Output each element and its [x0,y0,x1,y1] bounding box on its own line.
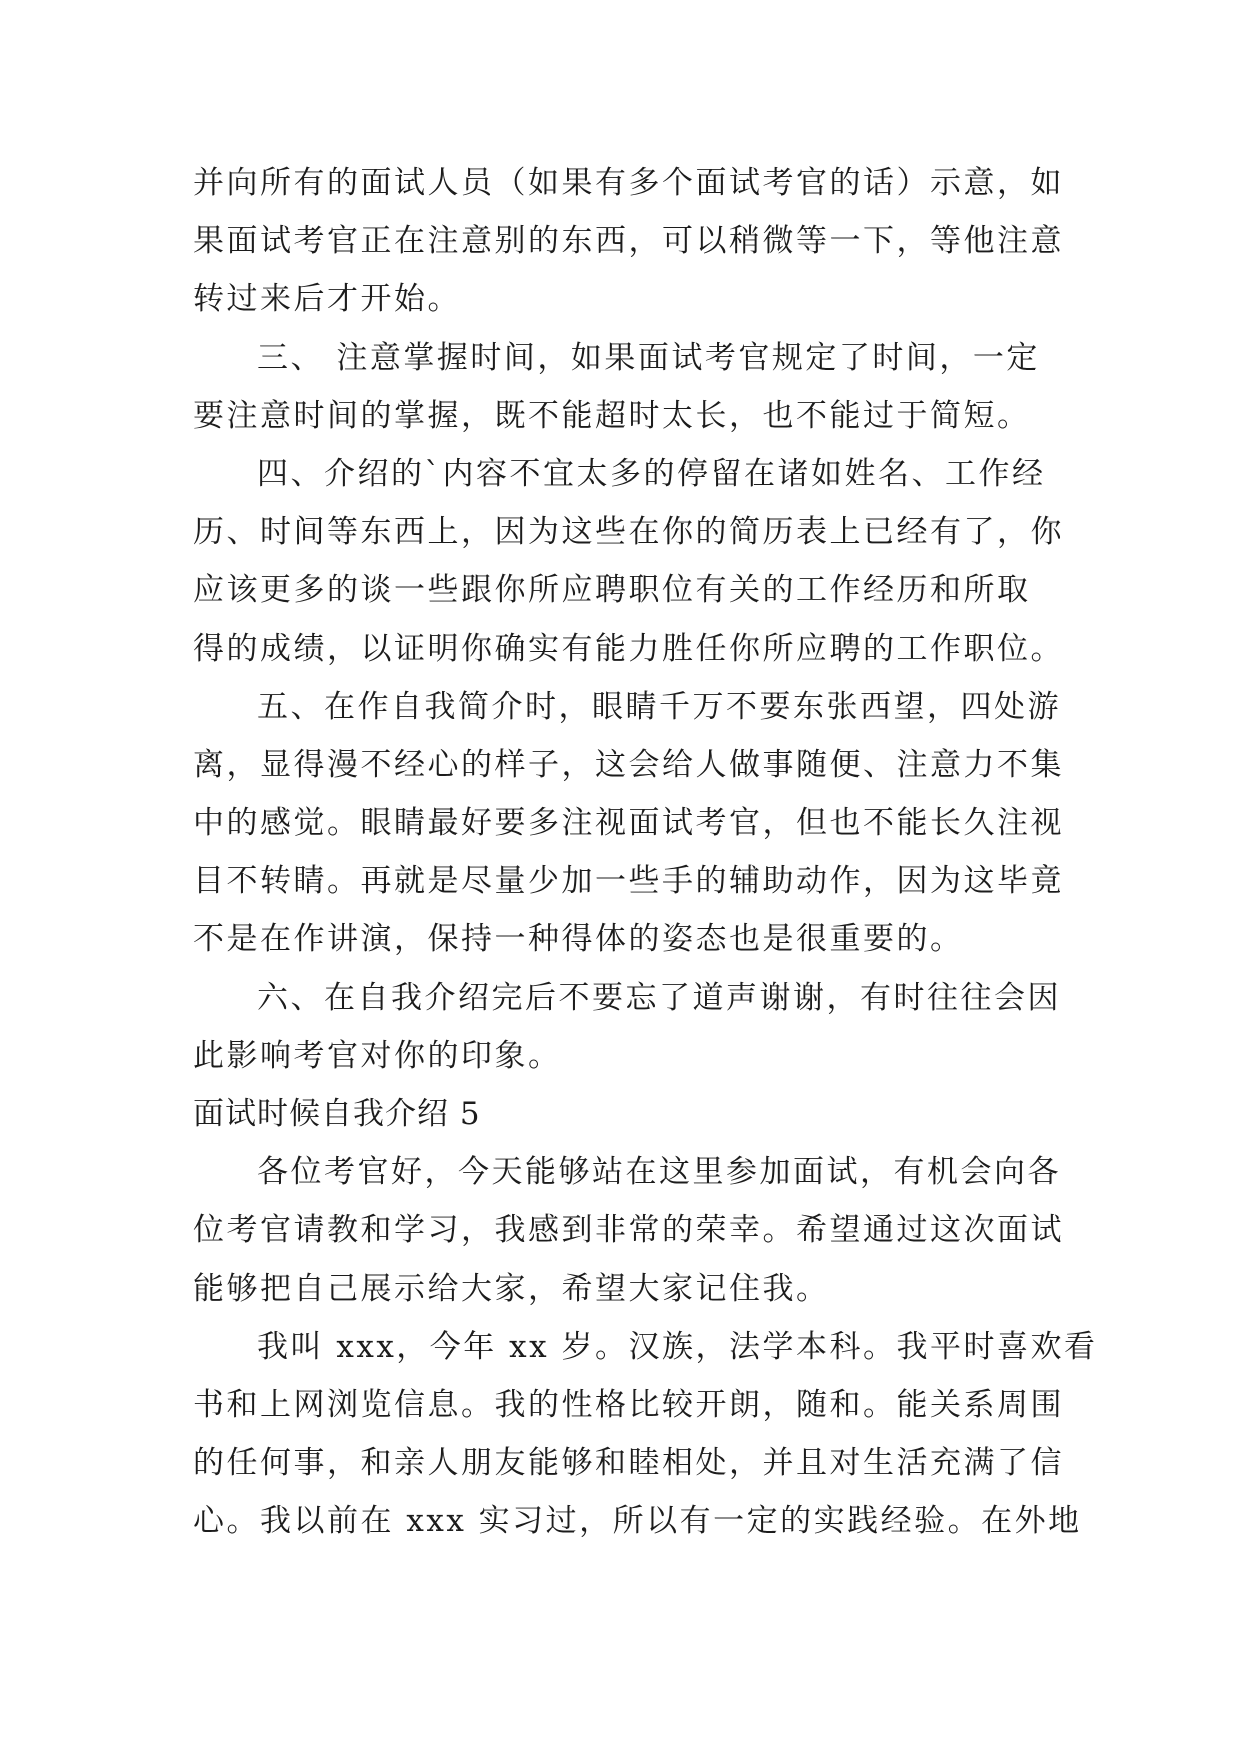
text-line: 转过来后才开始。 [193,281,461,318]
text-line: 能够把自己展示给大家，希望大家记住我。 [193,1270,830,1307]
text-line: 书和上网浏览信息。我的性格比较开朗，随和。能关系周围 [193,1386,1064,1423]
text-line: 不是在作讲演，保持一种得体的姿态也是很重要的。 [193,921,964,958]
text-line: 位考官请教和学习，我感到非常的荣幸。希望通过这次面试 [193,1212,1064,1249]
text-line: 果面试考官正在注意别的东西，可以稍微等一下，等他注意 [193,223,1064,260]
section-heading: 面试时候自我介绍 5 [193,1096,481,1132]
text-line: 中的感觉。眼睛最好要多注视面试考官，但也不能长久注视 [193,805,1064,842]
text-line: 得的成绩，以证明你确实有能力胜任你所应聘的工作职位。 [193,630,1064,667]
text-line: 历、时间等东西上，因为这些在你的简历表上已经有了，你 [193,514,1064,551]
text-line: 此影响考官对你的印象。 [193,1037,562,1074]
text-line: 我叫 xxx，今年 xx 岁。汉族，法学本科。我平时喜欢看 [257,1328,1098,1365]
text-line: 五、在作自我简介时，眼睛千万不要东张西望，四处游 [257,688,1061,725]
text-line: 并向所有的面试人员（如果有多个面试考官的话）示意，如 [193,165,1064,201]
text-line: 目不转睛。再就是尽量少加一些手的辅助动作，因为这毕竟 [193,863,1064,900]
text-line: 三、 注意掌握时间，如果面试考官规定了时间，一定 [257,339,1040,376]
text-line: 心。我以前在 xxx 实习过，所以有一定的实践经验。在外地 [193,1503,1082,1540]
text-line: 的任何事，和亲人朋友能够和睦相处，并且对生活充满了信 [193,1445,1064,1482]
document-body [193,154,1098,1551]
text-line: 应该更多的谈一些跟你所应聘职位有关的工作经历和所取 [193,572,1031,609]
text-line: 要注意时间的掌握，既不能超时太长，也不能过于简短。 [193,397,1031,434]
text-line: 离，显得漫不经心的样子，这会给人做事随便、注意力不集 [193,746,1064,783]
text-line: 各位考官好，今天能够站在这里参加面试，有机会向各 [257,1154,1061,1191]
text-line: 六、在自我介绍完后不要忘了道声谢谢，有时往往会因 [257,979,1061,1016]
text-line: 四、介绍的`内容不宜太多的停留在诸如姓名、工作经 [257,455,1046,492]
